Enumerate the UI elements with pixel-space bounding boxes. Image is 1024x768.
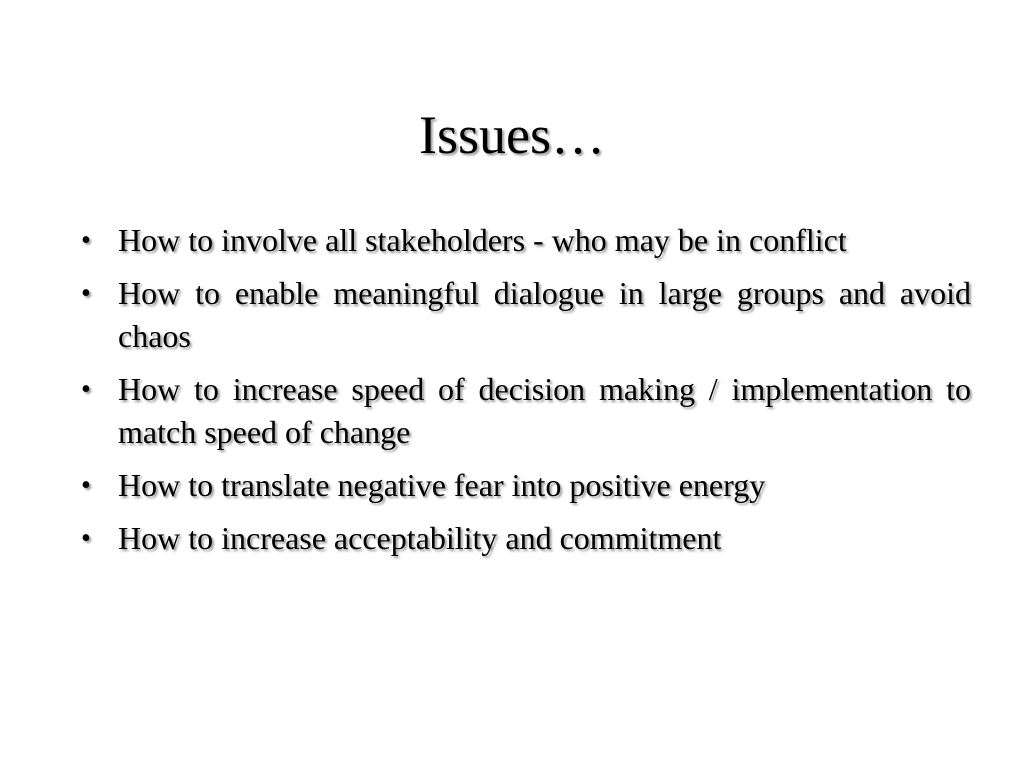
bullet-item: [78, 219, 971, 262]
bullet-dot-icon: •: [81, 374, 91, 405]
bullet-dot-icon: •: [81, 225, 91, 256]
bullet-text: How to increase acceptability and commitment: [118, 520, 722, 556]
bullet-item: [78, 272, 971, 358]
bullet-dot-icon: •: [81, 278, 91, 309]
bullet-text: How to translate negative fear into positive energy: [118, 467, 766, 503]
bullet-item: [78, 464, 971, 507]
slide-title: Issues…: [419, 105, 605, 165]
bullet-dot-icon: •: [81, 523, 91, 554]
bullet-list: [78, 219, 971, 570]
bullet-item: [78, 517, 971, 560]
bullet-item: [78, 368, 971, 454]
bullet-text: How to increase speed of decision making / implementation to match speed of change: [118, 371, 971, 450]
bullet-dot-icon: •: [81, 470, 91, 501]
bullet-text: How to enable meaningful dialogue in large groups and avoid chaos: [118, 275, 971, 354]
bullet-text: How to involve all stakeholders - who may be in conflict: [118, 222, 847, 258]
